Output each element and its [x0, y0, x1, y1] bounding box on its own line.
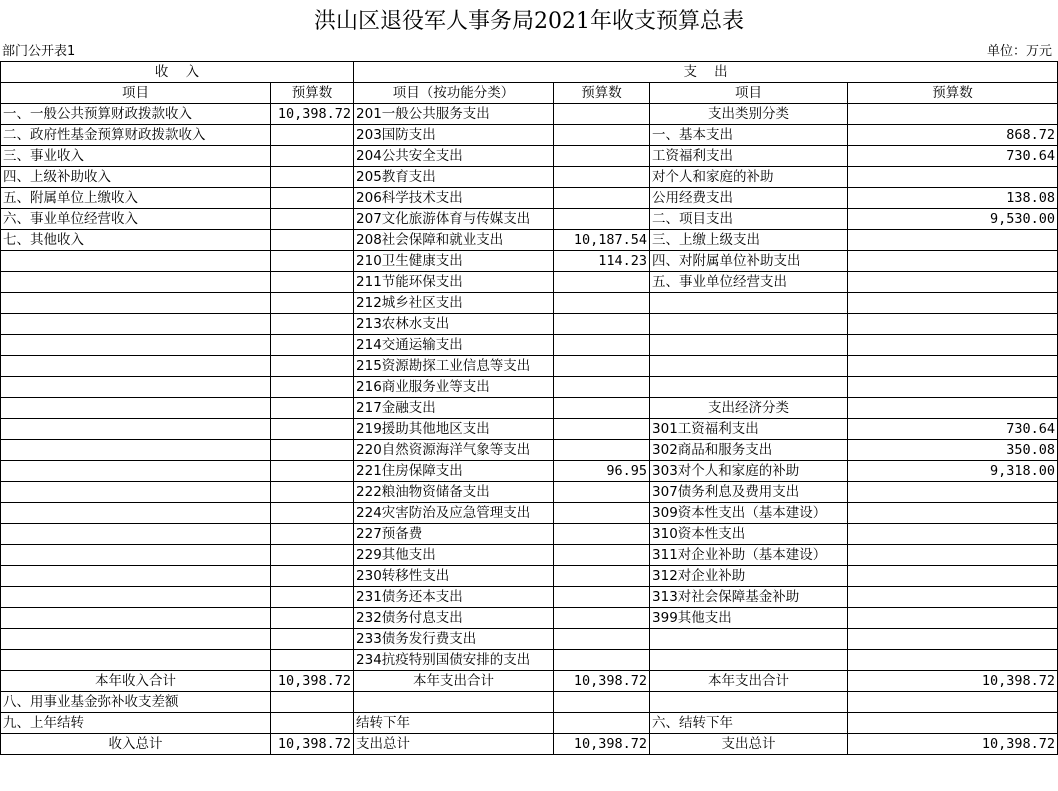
category-item-cell: 五、事业单位经营支出: [650, 272, 848, 293]
income-budget-cell: [271, 629, 354, 650]
table-row: [1, 461, 1058, 482]
income-budget-cell: [271, 566, 354, 587]
income-item-cell: [1, 587, 271, 608]
function-item-cell: 233债务发行费支出: [354, 629, 554, 650]
income-item-cell: [1, 440, 271, 461]
category-item-cell: 302商品和服务支出: [650, 440, 848, 461]
table-row: [1, 230, 1058, 251]
category-budget-cell: [848, 104, 1058, 125]
category-budget-cell: [848, 335, 1058, 356]
income-budget-cell: [271, 377, 354, 398]
income-budget-cell: [271, 293, 354, 314]
table-row: [1, 482, 1058, 503]
page-title: 洪山区退役军人事务局2021年收支预算总表: [314, 9, 744, 34]
category-budget-cell: [848, 545, 1058, 566]
extra-cell: [848, 692, 1058, 713]
function-budget-cell: [554, 566, 650, 587]
table-row: [1, 545, 1058, 566]
extra-cell: 结转下年: [354, 713, 554, 734]
extra-cell: [848, 713, 1058, 734]
category-budget-cell: [848, 503, 1058, 524]
function-budget-cell: [554, 104, 650, 125]
function-item-cell: 215资源勘探工业信息等支出: [354, 356, 554, 377]
income-grand-total-value: 10,398.72: [271, 734, 354, 755]
function-budget-cell: [554, 482, 650, 503]
category-budget-cell: [848, 524, 1058, 545]
table-row: [1, 125, 1058, 146]
table-row: [1, 650, 1058, 671]
function-budget-cell: [554, 146, 650, 167]
income-item-cell: [1, 650, 271, 671]
category-budget-cell: [848, 398, 1058, 419]
function-budget-cell: [554, 209, 650, 230]
function-item-cell: 224灾害防治及应急管理支出: [354, 503, 554, 524]
function-budget-cell: [554, 440, 650, 461]
column-header-budget-function: 预算数: [554, 83, 650, 104]
annual-total-row: [1, 671, 1058, 692]
category-item-cell: 二、项目支出: [650, 209, 848, 230]
expense-grand-total-label-2: 支出总计: [650, 734, 848, 755]
table-row: [1, 251, 1058, 272]
table-row: [1, 104, 1058, 125]
table-row: [1, 566, 1058, 587]
table-row: [1, 314, 1058, 335]
category-budget-cell: 138.08: [848, 188, 1058, 209]
expense-total-value: 10,398.72: [554, 671, 650, 692]
column-header-item-category: 项目: [650, 83, 848, 104]
category-item-cell: [650, 314, 848, 335]
category-budget-cell: [848, 356, 1058, 377]
category-item-cell: [650, 629, 848, 650]
table-row: [1, 503, 1058, 524]
income-item-cell: 四、上级补助收入: [1, 167, 271, 188]
income-item-cell: 二、政府性基金预算财政拨款收入: [1, 125, 271, 146]
category-budget-cell: 730.64: [848, 146, 1058, 167]
function-budget-cell: 10,187.54: [554, 230, 650, 251]
category-budget-cell: [848, 608, 1058, 629]
function-item-cell: 221住房保障支出: [354, 461, 554, 482]
category-item-cell: [650, 356, 848, 377]
income-budget-cell: [271, 482, 354, 503]
table-row: [1, 335, 1058, 356]
income-budget-cell: [271, 461, 354, 482]
category-item-cell: 311对企业补助（基本建设）: [650, 545, 848, 566]
extra-cell: [271, 692, 354, 713]
extra-cell: 六、结转下年: [650, 713, 848, 734]
category-item-cell: 310资本性支出: [650, 524, 848, 545]
extra-row: [1, 713, 1058, 734]
function-item-cell: 204公共安全支出: [354, 146, 554, 167]
category-budget-cell: [848, 482, 1058, 503]
function-budget-cell: [554, 272, 650, 293]
category-item-cell: [650, 293, 848, 314]
income-item-cell: [1, 566, 271, 587]
extra-cell: 九、上年结转: [1, 713, 271, 734]
category-budget-cell: [848, 566, 1058, 587]
extra-cell: [354, 692, 554, 713]
table-row: [1, 398, 1058, 419]
function-item-cell: 212城乡社区支出: [354, 293, 554, 314]
income-budget-cell: [271, 251, 354, 272]
income-budget-cell: [271, 272, 354, 293]
income-total-value: 10,398.72: [271, 671, 354, 692]
category-budget-cell: 868.72: [848, 125, 1058, 146]
table-row: [1, 188, 1058, 209]
income-budget-cell: [271, 440, 354, 461]
category-budget-cell: [848, 314, 1058, 335]
category-budget-cell: 730.64: [848, 419, 1058, 440]
table-row: [1, 167, 1058, 188]
category-item-cell: [650, 377, 848, 398]
function-item-cell: 205教育支出: [354, 167, 554, 188]
function-item-cell: 222粮油物资储备支出: [354, 482, 554, 503]
category-budget-cell: [848, 293, 1058, 314]
income-item-cell: [1, 398, 271, 419]
category-budget-cell: [848, 377, 1058, 398]
income-item-cell: 一、一般公共预算财政拨款收入: [1, 104, 271, 125]
category-item-cell: 313对社会保障基金补助: [650, 587, 848, 608]
category-budget-cell: 350.08: [848, 440, 1058, 461]
extra-row: [1, 692, 1058, 713]
function-budget-cell: [554, 650, 650, 671]
category-budget-cell: [848, 230, 1058, 251]
extra-cell: 八、用事业基金弥补收支差额: [1, 692, 271, 713]
category-budget-cell: [848, 587, 1058, 608]
function-budget-cell: [554, 545, 650, 566]
extra-cell: [650, 692, 848, 713]
column-header-item-function: 项目（按功能分类）: [354, 83, 554, 104]
income-budget-cell: [271, 587, 354, 608]
income-item-cell: [1, 524, 271, 545]
category-budget-cell: [848, 629, 1058, 650]
income-item-cell: [1, 503, 271, 524]
income-item-cell: [1, 251, 271, 272]
function-item-cell: 219援助其他地区支出: [354, 419, 554, 440]
expense-total-value-2: 10,398.72: [848, 671, 1058, 692]
function-budget-cell: [554, 524, 650, 545]
section-header-row: [1, 62, 1058, 83]
category-budget-cell: [848, 650, 1058, 671]
income-item-cell: 六、事业单位经营收入: [1, 209, 271, 230]
function-item-cell: 203国防支出: [354, 125, 554, 146]
table-row: [1, 440, 1058, 461]
income-budget-cell: [271, 356, 354, 377]
function-item-cell: 201一般公共服务支出: [354, 104, 554, 125]
expense-grand-total-value: 10,398.72: [554, 734, 650, 755]
income-budget-cell: [271, 524, 354, 545]
table-row: [1, 377, 1058, 398]
category-item-cell: 一、基本支出: [650, 125, 848, 146]
table-row: [1, 587, 1058, 608]
expense-total-label: 本年支出合计: [354, 671, 554, 692]
income-total-label: 本年收入合计: [1, 671, 271, 692]
expense-grand-total-value-2: 10,398.72: [848, 734, 1058, 755]
income-item-cell: 五、附属单位上缴收入: [1, 188, 271, 209]
table-row: [1, 524, 1058, 545]
function-budget-cell: [554, 293, 650, 314]
function-item-cell: 230转移性支出: [354, 566, 554, 587]
function-item-cell: 206科学技术支出: [354, 188, 554, 209]
function-budget-cell: [554, 314, 650, 335]
category-item-cell: [650, 650, 848, 671]
category-item-cell: 312对企业补助: [650, 566, 848, 587]
income-budget-cell: [271, 398, 354, 419]
function-budget-cell: [554, 377, 650, 398]
income-item-cell: [1, 335, 271, 356]
extra-cell: [554, 713, 650, 734]
income-item-cell: [1, 314, 271, 335]
income-budget-cell: [271, 608, 354, 629]
function-budget-cell: [554, 608, 650, 629]
extra-cell: [554, 692, 650, 713]
function-budget-cell: [554, 398, 650, 419]
income-budget-cell: 10,398.72: [271, 104, 354, 125]
function-budget-cell: [554, 125, 650, 146]
table-row: [1, 293, 1058, 314]
income-item-cell: [1, 419, 271, 440]
income-budget-cell: [271, 545, 354, 566]
table-row: [1, 608, 1058, 629]
expense-section-header: 支 出: [354, 62, 1058, 83]
function-budget-cell: 114.23: [554, 251, 650, 272]
category-item-cell: 399其他支出: [650, 608, 848, 629]
income-grand-total-label: 收入总计: [1, 734, 271, 755]
function-budget-cell: [554, 503, 650, 524]
function-item-cell: 214交通运输支出: [354, 335, 554, 356]
category-item-cell: 四、对附属单位补助支出: [650, 251, 848, 272]
category-budget-cell: 9,318.00: [848, 461, 1058, 482]
function-item-cell: 217金融支出: [354, 398, 554, 419]
income-budget-cell: [271, 167, 354, 188]
income-budget-cell: [271, 419, 354, 440]
unit-label: 单位：万元: [986, 44, 1052, 59]
category-item-cell: 公用经费支出: [650, 188, 848, 209]
income-item-cell: [1, 293, 271, 314]
income-budget-cell: [271, 188, 354, 209]
income-section-header: 收 入: [1, 62, 354, 83]
table-row: [1, 629, 1058, 650]
category-item-cell: 307债务利息及费用支出: [650, 482, 848, 503]
function-item-cell: 227预备费: [354, 524, 554, 545]
function-item-cell: 211节能环保支出: [354, 272, 554, 293]
category-item-cell: 301工资福利支出: [650, 419, 848, 440]
function-item-cell: 213农林水支出: [354, 314, 554, 335]
expense-grand-total-label: 支出总计: [354, 734, 554, 755]
income-item-cell: [1, 461, 271, 482]
income-item-cell: [1, 629, 271, 650]
income-budget-cell: [271, 125, 354, 146]
function-budget-cell: [554, 167, 650, 188]
table-row: [1, 419, 1058, 440]
table-row: [1, 356, 1058, 377]
function-budget-cell: 96.95: [554, 461, 650, 482]
grand-total-row: [1, 734, 1058, 755]
income-budget-cell: [271, 503, 354, 524]
category-budget-cell: 9,530.00: [848, 209, 1058, 230]
category-item-cell: 支出经济分类: [650, 398, 848, 419]
category-budget-cell: [848, 272, 1058, 293]
category-item-cell: 工资福利支出: [650, 146, 848, 167]
column-header-budget-category: 预算数: [848, 83, 1058, 104]
income-budget-cell: [271, 230, 354, 251]
function-item-cell: 216商业服务业等支出: [354, 377, 554, 398]
category-item-cell: [650, 335, 848, 356]
function-budget-cell: [554, 419, 650, 440]
category-item-cell: 三、上缴上级支出: [650, 230, 848, 251]
income-item-cell: 三、事业收入: [1, 146, 271, 167]
income-item-cell: [1, 272, 271, 293]
category-budget-cell: [848, 251, 1058, 272]
income-budget-cell: [271, 209, 354, 230]
income-item-cell: [1, 377, 271, 398]
income-item-cell: 七、其他收入: [1, 230, 271, 251]
function-item-cell: 210卫生健康支出: [354, 251, 554, 272]
income-item-cell: [1, 356, 271, 377]
column-header-budget: 预算数: [271, 83, 354, 104]
function-item-cell: 220自然资源海洋气象等支出: [354, 440, 554, 461]
function-budget-cell: [554, 629, 650, 650]
category-budget-cell: [848, 167, 1058, 188]
income-budget-cell: [271, 314, 354, 335]
table-row: [1, 209, 1058, 230]
income-budget-cell: [271, 335, 354, 356]
income-item-cell: [1, 608, 271, 629]
function-item-cell: 207文化旅游体育与传媒支出: [354, 209, 554, 230]
category-item-cell: 303对个人和家庭的补助: [650, 461, 848, 482]
form-id: 部门公开表1: [2, 44, 76, 59]
function-item-cell: 208社会保障和就业支出: [354, 230, 554, 251]
income-budget-cell: [271, 650, 354, 671]
function-budget-cell: [554, 356, 650, 377]
income-item-cell: [1, 482, 271, 503]
function-item-cell: 232债务付息支出: [354, 608, 554, 629]
category-item-cell: 对个人和家庭的补助: [650, 167, 848, 188]
category-item-cell: 309资本性支出（基本建设）: [650, 503, 848, 524]
expense-total-label-2: 本年支出合计: [650, 671, 848, 692]
function-budget-cell: [554, 335, 650, 356]
category-item-cell: 支出类别分类: [650, 104, 848, 125]
table-row: [1, 272, 1058, 293]
column-header-row: [1, 83, 1058, 104]
function-item-cell: 231债务还本支出: [354, 587, 554, 608]
income-item-cell: [1, 545, 271, 566]
function-item-cell: 234抗疫特别国债安排的支出: [354, 650, 554, 671]
budget-table: [0, 61, 1058, 755]
column-header-item: 项目: [1, 83, 271, 104]
extra-cell: [271, 713, 354, 734]
function-item-cell: 229其他支出: [354, 545, 554, 566]
function-budget-cell: [554, 188, 650, 209]
income-budget-cell: [271, 146, 354, 167]
function-budget-cell: [554, 587, 650, 608]
table-row: [1, 146, 1058, 167]
